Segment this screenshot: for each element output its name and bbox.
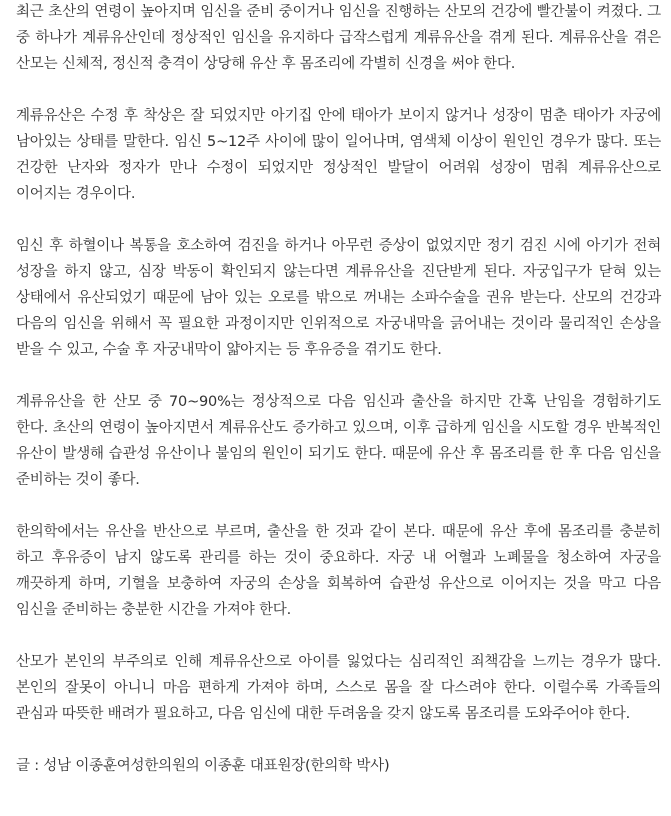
paragraph-recurrence: 계류유산을 한 산모 중 70~90%는 정상적으로 다음 임신과 출산을 하지만 간혹 난임을 경험하기도 한다. 초산의 연령이 높아지면서 계류유산도 증가하고 있으며, 이후 급하게 임신을 시도할 경우 반복적인 유산이 발생해 습관성 유산이나 불임의 원인이 되기도 한다. 때문에 유산 후 몸조리를 한 후 다음 임신을 준비하는 것이 좋다.: [16, 394, 661, 488]
paragraph-diagnosis: 임신 후 하혈이나 복통을 호소하여 검진을 하거나 아무런 증상이 없었지만 정기 검진 시에 아기가 전혀 성장을 하지 않고, 심장 박동이 확인되지 않는다면 계류유산을 진단받게 된다. 자궁입구가 닫혀 있는 상태에서 유산되었기 때문에 남아 있는 오로를 밖으로 꺼내는 소파수술을 권유 받는다. 산모의 건강과 다음의 임신을 위해서 꼭 필요한 과정이지만 인위적으로 자궁내막을 긁어내는 것이라 물리적인 손상을 받을 수 있고, 수술 후 자궁내막이 얇아지는 등 후유증을 겪기도 한다.: [16, 238, 661, 358]
paragraph-definition: 계류유산은 수정 후 착상은 잘 되었지만 아기집 안에 태아가 보이지 않거나 성장이 멈춘 태아가 자궁에 남아있는 상태를 말한다. 임신 5~12주 사이에 많이 일어나며, 염색체 이상이 원인인 경우가 많다. 또는 건강한 난자와 정자가 만나 수정이 되었지만 정상적인 발달이 어려워 성장이 멈춰 계류유산으로 이어지는 경우이다.: [16, 108, 661, 202]
paragraph-emotional-care: 산모가 본인의 부주의로 인해 계류유산으로 아이를 잃었다는 심리적인 죄책감을 느끼는 경우가 많다. 본인의 잘못이 아니니 마음 편하게 가져야 하며, 스스로 몸을 잘 다스려야 한다. 이럴수록 가족들의 관심과 따뜻한 배려가 필요하고, 다음 임신에 대한 두려움을 갖지 않도록 몸조리를 도와주어야 한다.: [16, 654, 661, 722]
paragraph-oriental-medicine: 한의학에서는 유산을 반산으로 부르며, 출산을 한 것과 같이 본다. 때문에 유산 후에 몸조리를 충분히 하고 후유증이 남지 않도록 관리를 하는 것이 중요하다. 자궁 내 어혈과 노폐물을 청소하여 자궁을 깨끗하게 하며, 기혈을 보충하여 자궁의 손상을 회복하여 습관성 유산으로 이어지는 것을 막고 다음 임신을 준비하는 충분한 시간을 가져야 한다.: [16, 524, 661, 618]
author-byline: 글 : 성남 이종훈여성한의원의 이종훈 대표원장(한의학 박사): [16, 758, 390, 774]
paragraph-intro: 최근 초산의 연령이 높아지며 임신을 준비 중이거나 임신을 진행하는 산모의 건강에 빨간불이 켜졌다. 그 중 하나가 계류유산인데 정상적인 임신을 유지하다 급작스럽게 계류유산을 겪게 된다. 계류유산을 겪은 산모는 신체적, 정신적 충격이 상당해 유산 후 몸조리에 각별히 신경을 써야 한다.: [16, 4, 661, 72]
